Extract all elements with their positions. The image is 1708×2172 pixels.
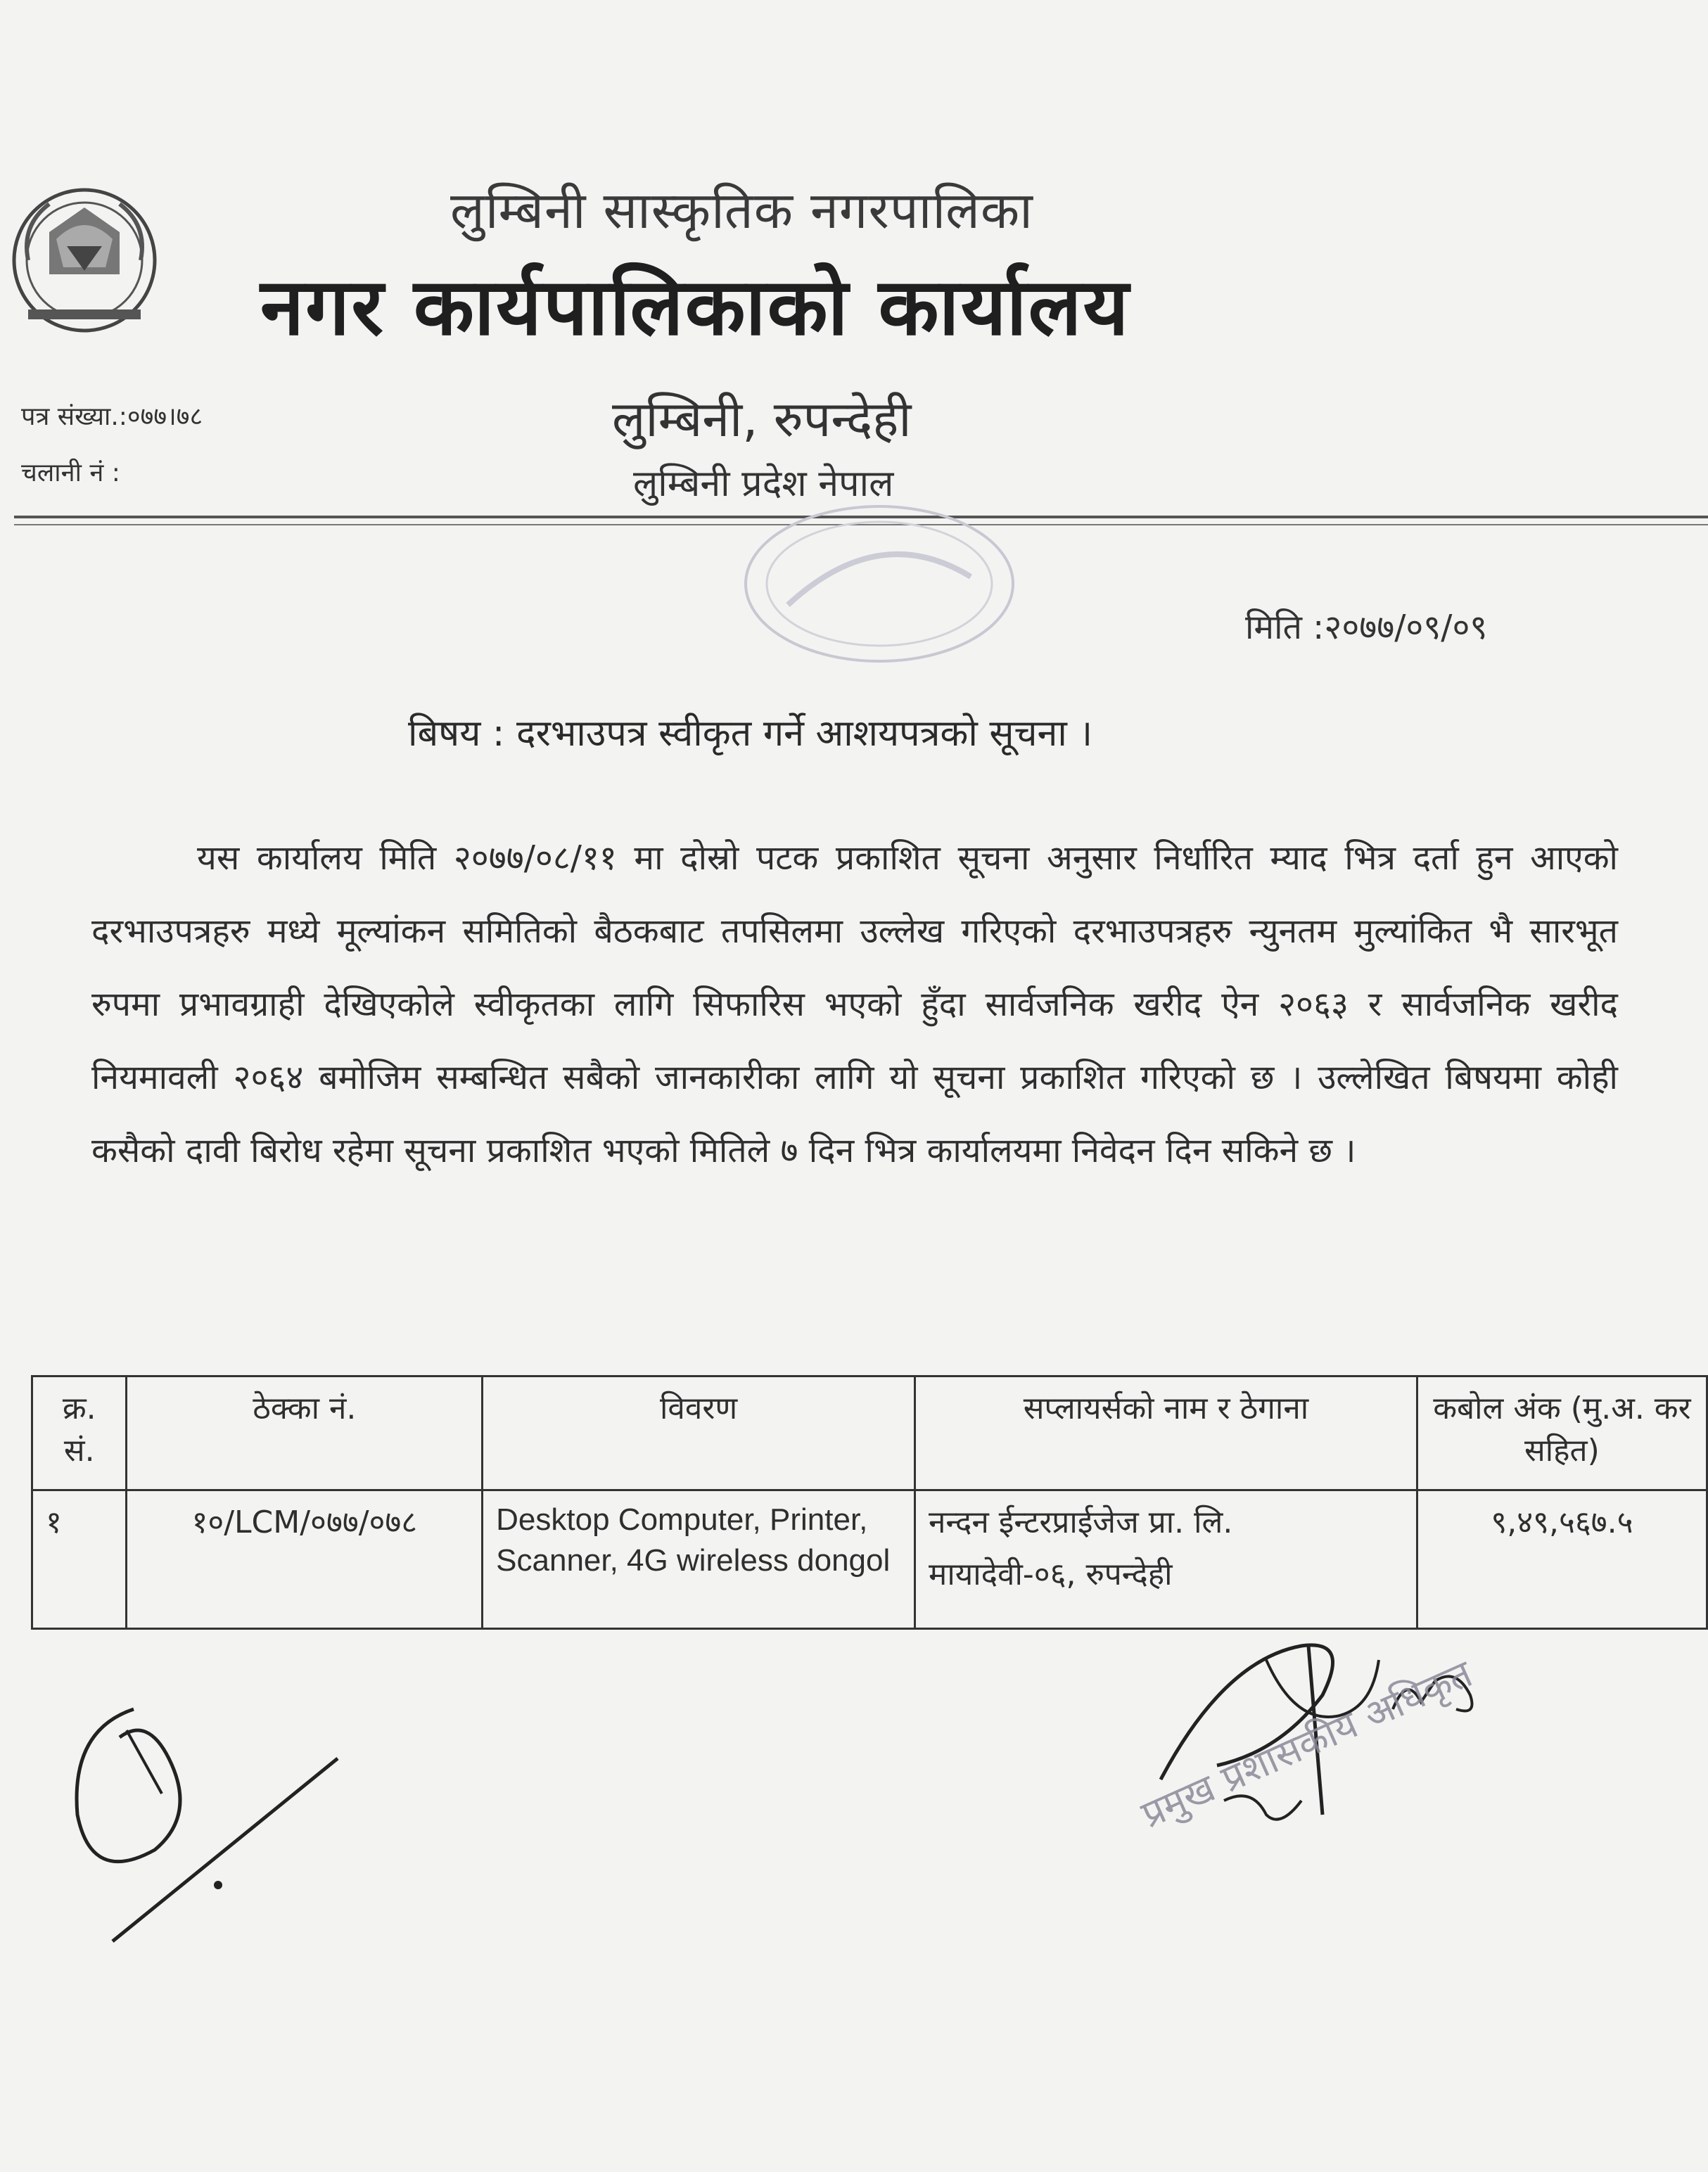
signature-left-icon (42, 1674, 408, 1969)
cell-amount: ९,४९,५६७.५ (1417, 1490, 1707, 1629)
header-description: विवरण (483, 1376, 915, 1490)
header-serial: क्र. सं. (32, 1376, 127, 1490)
office-title: नगर कार्यपालिकाको कार्यालय (260, 262, 1130, 353)
cell-supplier (915, 1490, 1417, 1629)
letter-date: मिति :२०७७/०९/०९ (1245, 608, 1488, 647)
notice-body: यस कार्यालय मिति २०७७/०८/११ मा दोस्रो पटक प्रकाशित सूचना अनुसार निर्धारित म्याद भित्र दर्ता हुन आएको दरभाउपत्रहरु मध्ये मूल्यांकन समितिको बैठकबाट तपसिलमा उल्लेख गरिएको दरभाउपत्रहरु न्युनतम मुल्यांकित भै सारभूत रुपमा प्रभावग्राही देखिएकोले स्वीकृतका लागि सिफारिस भएको हुँदा सार्वजनिक खरीद ऐन २०६३ र सार्वजनिक खरीद नियमावली २०६४ बमोजिम सम्बन्धित सबैको जानकारीका लागि यो सूचना प्रकाशित गरिएको छ । उल्लेखित बिषयमा कोही कसैको दावी बिरोध रहेमा सूचना प्रकाशित भएको मितिले ७ दिन भित्र कार्यालयमा निवेदन दिन सकिने छ । (91, 838, 1618, 1170)
header-contract-no: ठेक्का नं. (127, 1376, 483, 1490)
office-stamp-icon (703, 492, 1034, 696)
letter-number: पत्र संख्या.:०७७।७८ (21, 402, 203, 431)
dispatch-number: चलानी नं : (21, 459, 120, 487)
supplier-address: मायादेवी-०६, रुपन्देही (929, 1557, 1173, 1592)
address-line-2: लुम्बिनी प्रदेश नेपाल (633, 463, 894, 505)
address-line-1: लुम्बिनी, रुपन्देही (612, 390, 912, 448)
government-emblem-icon (0, 169, 169, 338)
supplier-name: नन्दन ईन्टरप्राईजेज प्रा. लि. (929, 1505, 1233, 1540)
officer-title-stamp: प्रमुख प्रशासकीय अधिकृत (1135, 1651, 1479, 1837)
cell-description: Desktop Computer, Printer, Scanner, 4G wireless dongol (483, 1490, 915, 1629)
municipality-name: लुम्बिनी सास्कृतिक नगरपालिका (450, 181, 1033, 240)
header-supplier: सप्लायर्सको नाम र ठेगाना (915, 1376, 1417, 1490)
table-header-row (32, 1376, 1707, 1490)
cell-serial: १ (32, 1490, 127, 1629)
award-table (31, 1375, 1708, 1630)
table-row (32, 1490, 1707, 1629)
subject-line: बिषय : दरभाउपत्र स्वीकृत गर्ने आशयपत्रको सूचना । (408, 713, 1093, 755)
cell-contract-no: १०/LCM/०७७/०७८ (127, 1490, 483, 1629)
header-amount: कबोल अंक (मु.अ. कर सहित) (1417, 1376, 1707, 1490)
